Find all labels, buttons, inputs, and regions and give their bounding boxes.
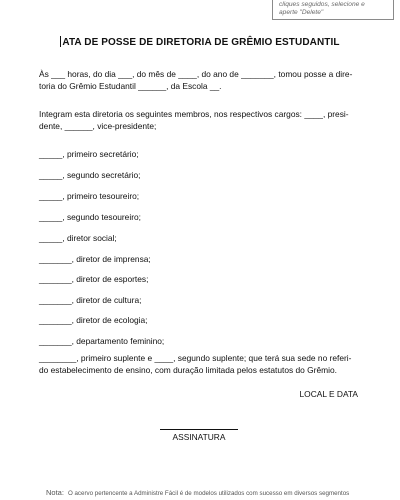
signature-label: ASSINATURA: [172, 432, 226, 442]
document-title-wrapper[interactable]: [0, 36, 400, 48]
closing-line-2: do estabelecimento de ensino, com duração limitada pelos estatutos do Grêmio.: [39, 365, 337, 375]
intro-line-2: toria do Grêmio Estudantil ______, da Escola __.: [39, 81, 222, 91]
member-line: _____, primeiro secretário;: [39, 149, 139, 159]
closing-paragraph: [39, 352, 367, 376]
intro-paragraph: [39, 68, 367, 92]
closing-line-1: ________, primeiro suplente e ____, segundo suplente; que terá sua sede no referi-: [39, 353, 352, 363]
composition-paragraph: [39, 108, 367, 132]
note-label: Nota:: [46, 488, 64, 497]
member-line: _____, diretor social;: [39, 233, 117, 243]
document-title: ATA DE POSSE DE DIRETORIA DE GRÊMIO ESTUDANTIL: [62, 37, 340, 48]
member-line: _______, diretor de cultura;: [39, 295, 142, 305]
note-text: O acervo pertencente a Administre Fácil é de modelos utilizados com sucesso em diversos segmentos: [67, 490, 350, 497]
intro-line-1: Às ___ horas, do dia ___, do mês de ____, do ano de _______, tomou posse a dire-: [39, 69, 353, 79]
hint-line-1: cliques seguidos, selecione e: [279, 1, 365, 8]
composition-line-1: Integram esta diretoria os seguintes membros, nos respectivos cargos: ____, presi-: [39, 109, 349, 119]
instruction-hint-box: [272, 0, 394, 20]
member-line: _______, diretor de ecologia;: [39, 315, 148, 325]
signature-line: [160, 429, 238, 430]
footer-note: [46, 488, 400, 497]
member-line: _______, diretor de imprensa;: [39, 254, 151, 264]
place-and-date: LOCAL E DATA: [299, 389, 358, 399]
member-line: _____, segundo tesoureiro;: [39, 212, 141, 222]
hint-line-2: aperte "Delete": [279, 9, 324, 16]
member-line: _______, diretor de esportes;: [39, 274, 149, 284]
member-line: _______, departamento feminino;: [39, 336, 165, 346]
member-line: _____, segundo secretário;: [39, 170, 141, 180]
member-line: _____, primeiro tesoureiro;: [39, 191, 140, 201]
composition-line-2: dente, ______, vice-presidente;: [39, 121, 157, 131]
